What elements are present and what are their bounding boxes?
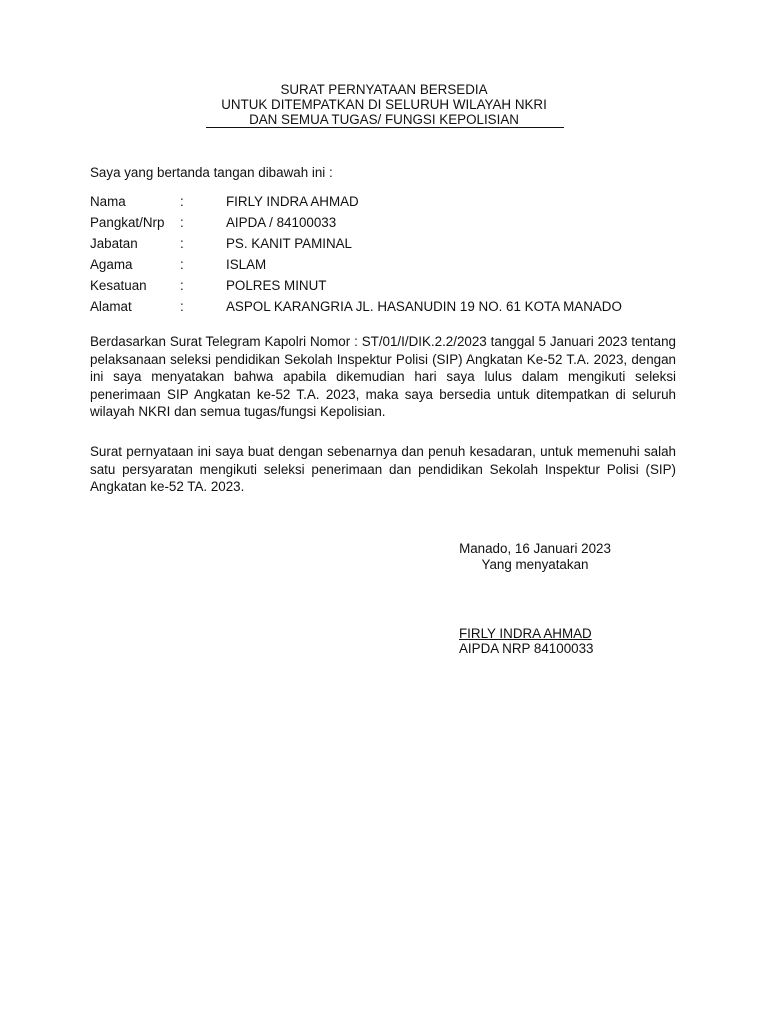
identity-label: Nama	[90, 194, 126, 209]
signer-rank: AIPDA NRP 84100033	[459, 641, 594, 656]
identity-label: Jabatan	[90, 236, 138, 251]
title-underline	[206, 127, 564, 128]
statement-paragraph: Berdasarkan Surat Telegram Kapolri Nomor : ST/01/I/DIK.2.2/2023 tanggal 5 Januari 2023 tentang pelaksanaan seleksi pendidikan Sekolah Inspektur Polisi (SIP) Angkatan Ke-52 T.A. 2023, dengan ini saya menyatakan bahwa apabila dikemudian hari saya lulus dalam mengikuti seleksi penerimaan SIP Angkatan ke-52 T.A. 2023, maka saya bersedia untuk ditempatkan di seluruh wilayah NKRI dan semua tugas/fungsi Kepolisian.	[90, 334, 676, 420]
identity-value: PS. KANIT PAMINAL	[226, 236, 353, 251]
identity-colon: :	[180, 257, 184, 272]
identity-colon: :	[180, 215, 184, 230]
place-date: Manado, 16 Januari 2023	[459, 541, 611, 556]
identity-label: Pangkat/Nrp	[90, 215, 165, 230]
title-line-3: DAN SEMUA TUGAS/ FUNGSI KEPOLISIAN	[249, 112, 519, 127]
identity-colon: :	[180, 278, 184, 293]
closing-phrase: Yang menyatakan	[481, 557, 589, 572]
signer-block	[459, 626, 594, 656]
identity-value: ASPOL KARANGRIA JL. HASANUDIN 19 NO. 61 KOTA MANADO	[226, 299, 622, 314]
signoff-block	[400, 541, 670, 573]
title-line-1: SURAT PERNYATAAN BERSEDIA	[280, 82, 488, 97]
closing-paragraph: Surat pernyataan ini saya buat dengan sebenarnya dan penuh kesadaran, untuk memenuhi salah satu persyaratan mengikuti seleksi penerimaan dan pendidikan Sekolah Inspektur Polisi (SIP) Angkatan ke-52 TA. 2023.	[90, 444, 676, 495]
identity-colon: :	[180, 236, 184, 251]
identity-value: AIPDA / 84100033	[226, 215, 337, 230]
identity-colon: :	[180, 194, 184, 209]
identity-colon: :	[180, 299, 184, 314]
identity-label: Kesatuan	[90, 278, 147, 293]
intro-text: Saya yang bertanda tangan dibawah ini :	[90, 165, 333, 180]
identity-value: ISLAM	[226, 257, 267, 272]
identity-label: Alamat	[90, 299, 132, 314]
title-line-2: UNTUK DITEMPATKAN DI SELURUH WILAYAH NKRI	[221, 97, 547, 112]
identity-value: FIRLY INDRA AHMAD	[226, 194, 359, 209]
identity-value: POLRES MINUT	[226, 278, 327, 293]
signer-name: FIRLY INDRA AHMAD	[459, 626, 592, 641]
identity-label: Agama	[90, 257, 133, 272]
document-title	[0, 82, 768, 127]
